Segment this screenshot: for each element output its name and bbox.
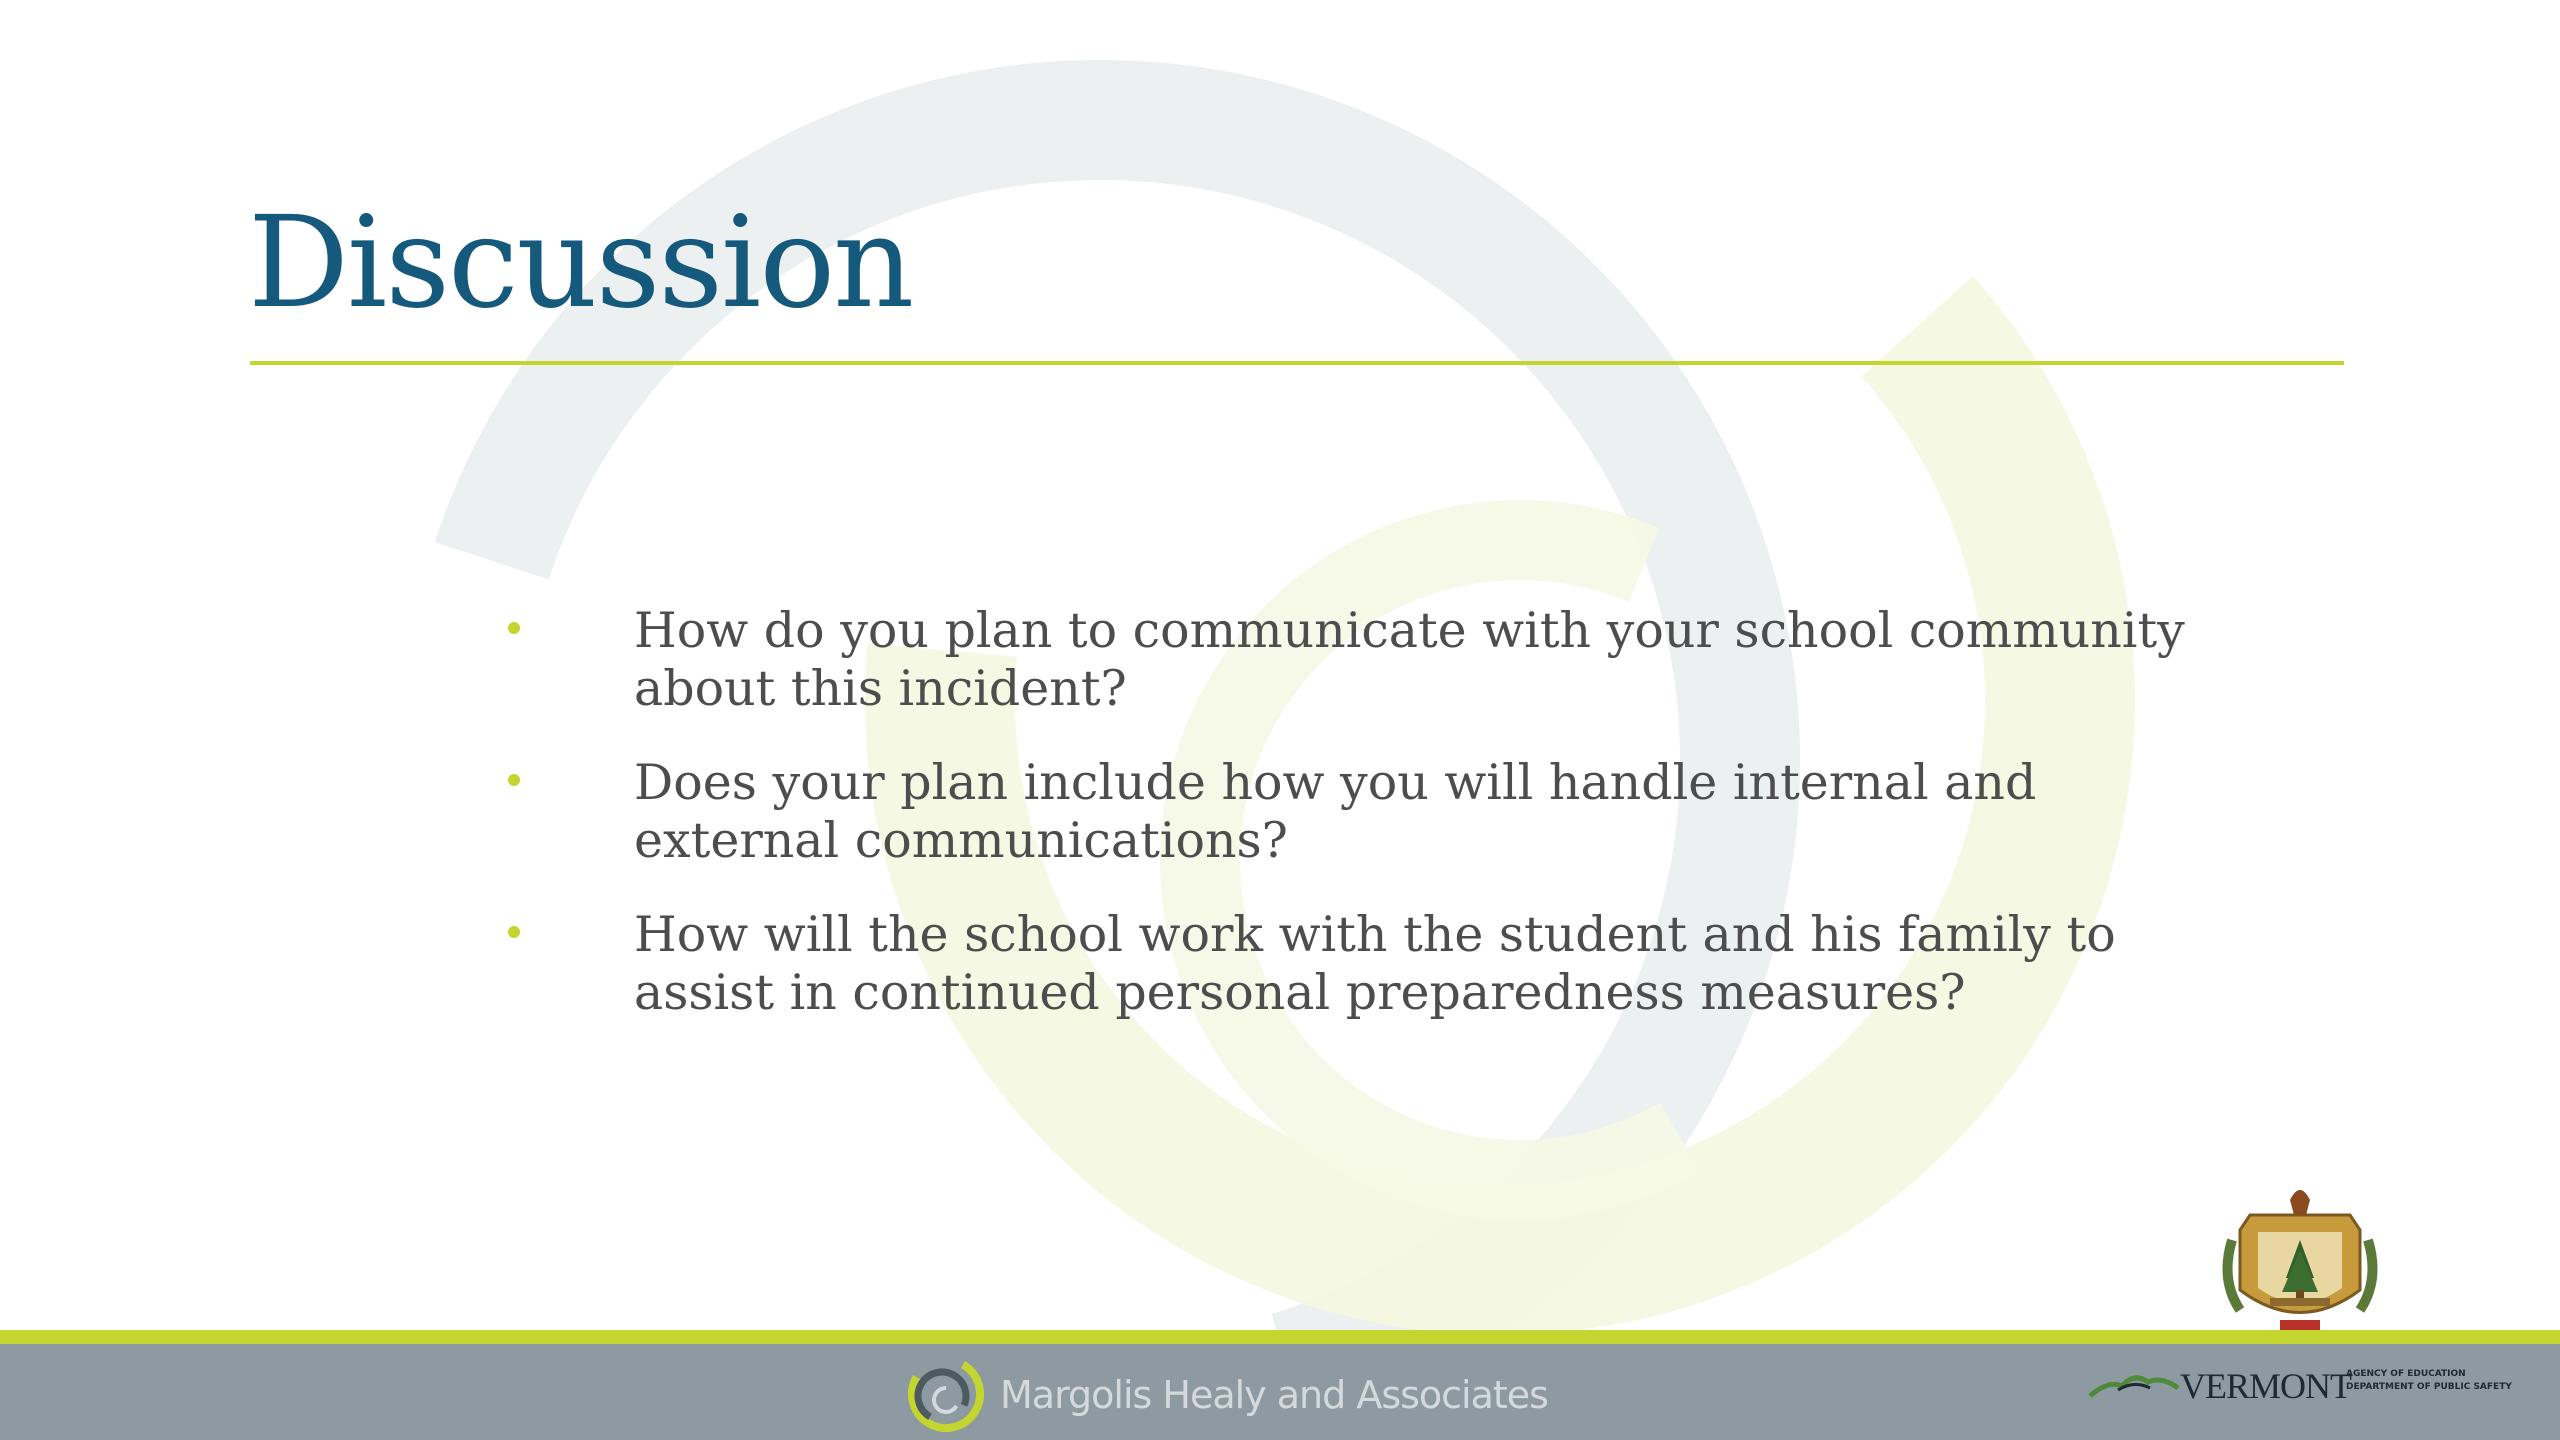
bullet-dot-icon xyxy=(508,622,520,634)
vermont-mountain-logo-icon xyxy=(2088,1366,2180,1402)
bullet-item xyxy=(500,906,2200,1022)
bullet-text: Does your plan include how you will handle internal and external communications? xyxy=(634,754,2037,869)
bullet-item xyxy=(500,602,2200,718)
vermont-agencies xyxy=(2346,1368,2556,1394)
bullet-item xyxy=(500,754,2200,870)
footer-accent-stripe xyxy=(0,1330,2560,1344)
agency-of-education-label: AGENCY OF EDUCATION xyxy=(2346,1369,2466,1379)
bullet-list xyxy=(500,602,2200,1058)
margolis-healy-swirl-logo-icon xyxy=(900,1346,992,1438)
bullet-dot-icon xyxy=(508,926,520,938)
bullet-text: How do you plan to communicate with your school community about this incident? xyxy=(634,602,2185,717)
title-divider xyxy=(250,361,2344,365)
vermont-wordmark: VERMONT xyxy=(2180,1366,2351,1406)
vermont-state-seal-icon xyxy=(2210,1160,2390,1350)
bullet-dot-icon xyxy=(508,774,520,786)
bullet-text: How will the school work with the student and his family to assist in continued personal preparedness measures? xyxy=(634,906,2116,1021)
slide-title: Discussion xyxy=(248,189,913,336)
department-of-public-safety-label: DEPARTMENT OF PUBLIC SAFETY xyxy=(2346,1382,2512,1392)
company-name: Margolis Healy and Associates xyxy=(1000,1373,1548,1417)
